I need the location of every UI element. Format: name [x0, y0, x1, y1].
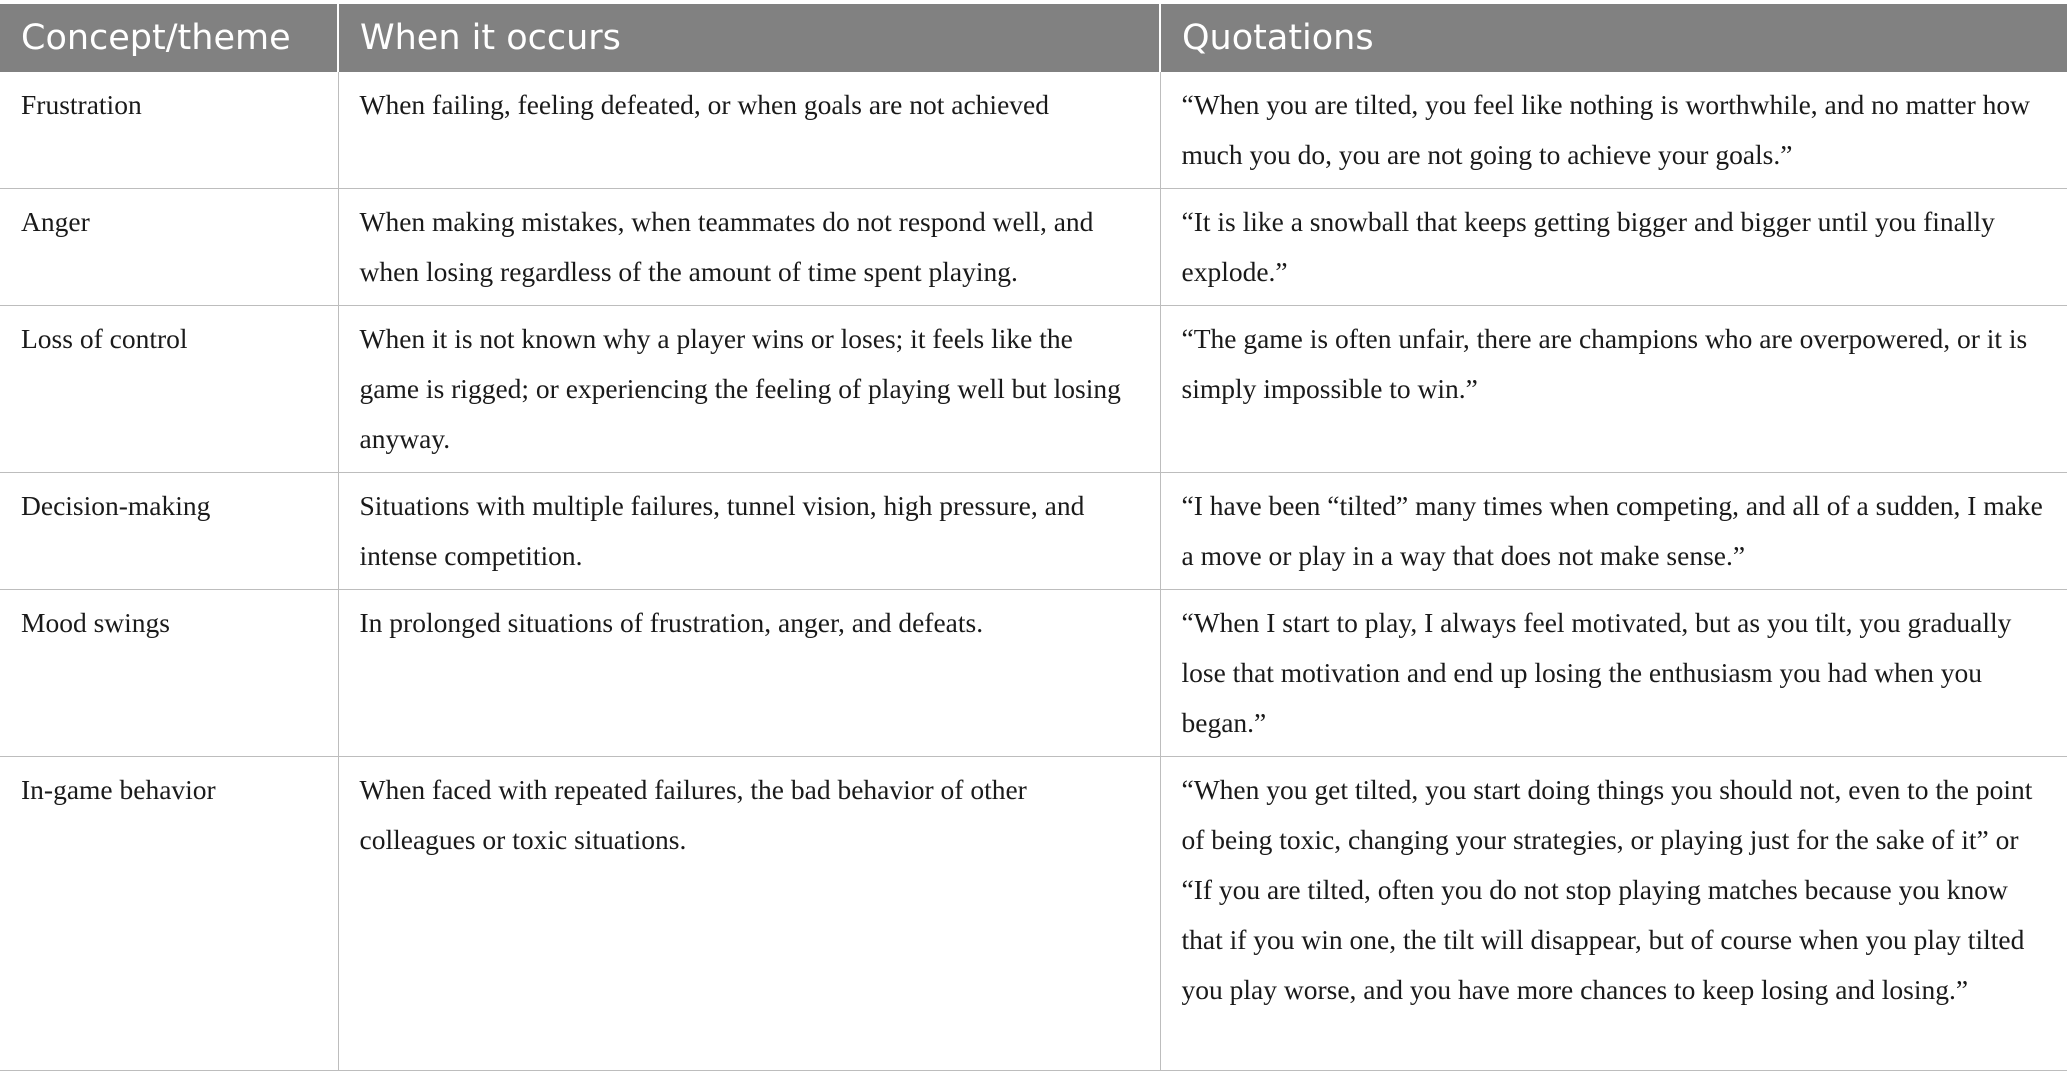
quote-cell: “When I start to play, I always feel motivated, but as you tilt, you gradually lose that motivation and end up losing the enthusiasm you had when you began.” [1160, 590, 2067, 757]
table-row [0, 189, 2067, 306]
header-when: When it occurs [338, 4, 1160, 72]
quote-cell: “When you are tilted, you feel like nothing is worthwhile, and no matter how much you do, you are not going to achieve your goals.” [1160, 72, 2067, 189]
quote-cell: “When you get tilted, you start doing things you should not, even to the point of being toxic, changing your strategies, or playing just for the sake of it” or “If you are tilted, often you do not stop playing matches because you know that if you win one, the tilt will disappear, but of course when you play tilted you play worse, and you have more chances to keep losing and losing.” [1160, 757, 2067, 1071]
table-row [0, 72, 2067, 189]
concept-cell: Anger [0, 189, 338, 306]
concept-cell: In-game behavior [0, 757, 338, 1071]
when-cell: When it is not known why a player wins or loses; it feels like the game is rigged; or experiencing the feeling of playing well but losing anyway. [338, 306, 1160, 473]
table-row [0, 473, 2067, 590]
quote-cell: “The game is often unfair, there are champions who are overpowered, or it is simply impossible to win.” [1160, 306, 2067, 473]
quote-cell: “I have been “tilted” many times when competing, and all of a sudden, I make a move or play in a way that does not make sense.” [1160, 473, 2067, 590]
table-row [0, 590, 2067, 757]
concept-cell: Frustration [0, 72, 338, 189]
table-row [0, 757, 2067, 1071]
concept-cell: Loss of control [0, 306, 338, 473]
table-row [0, 306, 2067, 473]
when-cell: When making mistakes, when teammates do not respond well, and when losing regardless of the amount of time spent playing. [338, 189, 1160, 306]
when-cell: In prolonged situations of frustration, anger, and defeats. [338, 590, 1160, 757]
when-cell: When failing, feeling defeated, or when goals are not achieved [338, 72, 1160, 189]
table-header [0, 4, 2067, 72]
concept-cell: Mood swings [0, 590, 338, 757]
when-cell: Situations with multiple failures, tunnel vision, high pressure, and intense competition. [338, 473, 1160, 590]
concept-cell: Decision-making [0, 473, 338, 590]
header-concept: Concept/theme [0, 4, 338, 72]
when-cell: When faced with repeated failures, the bad behavior of other colleagues or toxic situations. [338, 757, 1160, 1071]
header-quotations: Quotations [1160, 4, 2067, 72]
table-body [0, 72, 2067, 1071]
quote-cell: “It is like a snowball that keeps getting bigger and bigger until you finally explode.” [1160, 189, 2067, 306]
themes-table [0, 4, 2067, 1071]
header-row [0, 4, 2067, 72]
